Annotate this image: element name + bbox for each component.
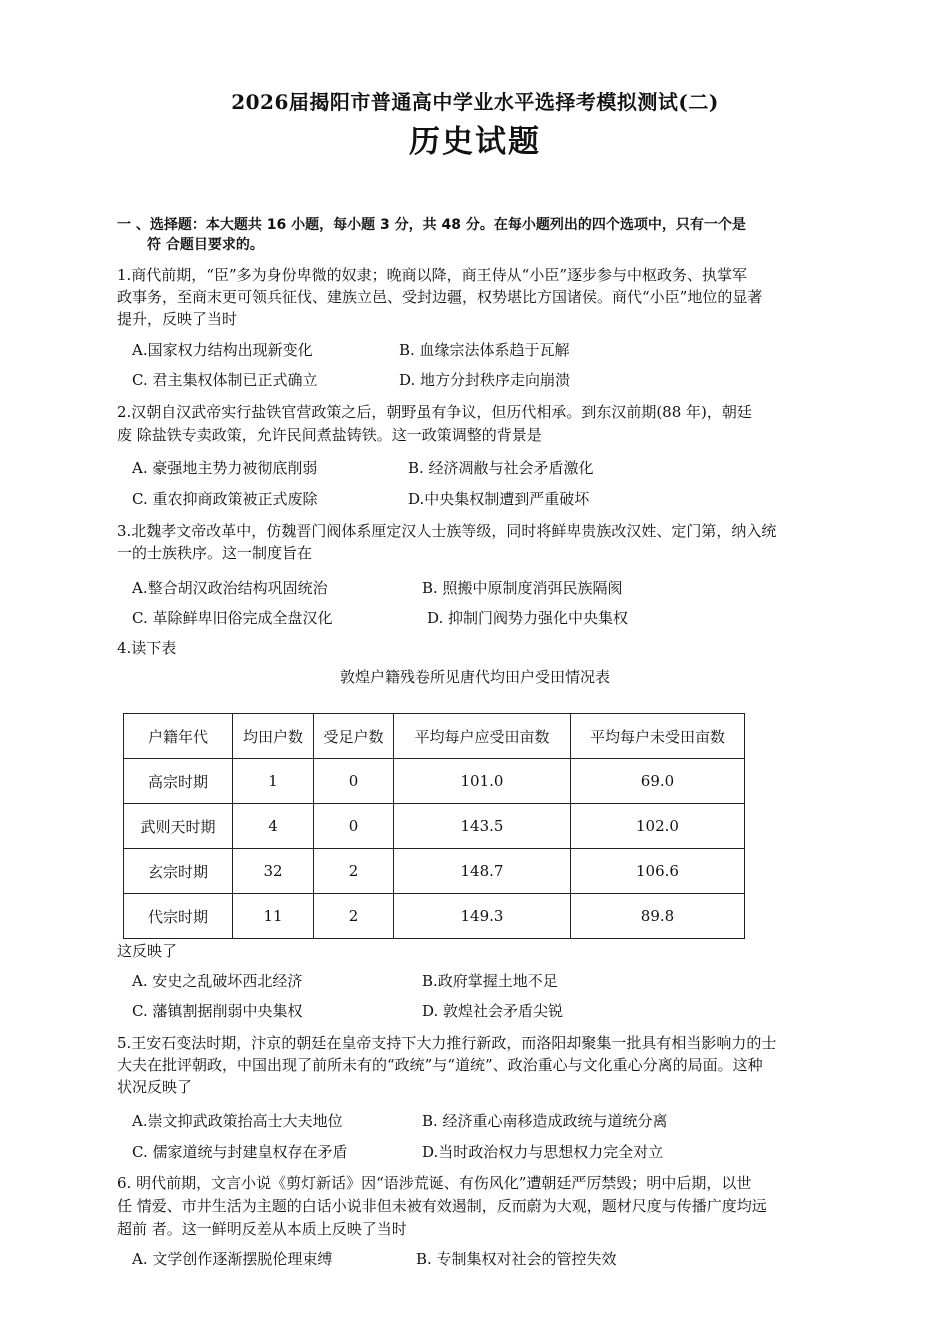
q3-option-b[interactable]: B. 照搬中原制度消弭民族隔阂: [422, 579, 623, 597]
q2-option-b[interactable]: B. 经济凋敝与社会矛盾激化: [408, 459, 594, 477]
q1-stem-line3: 提升，反映了当时: [117, 310, 238, 328]
q6-option-b[interactable]: B. 专制集权对社会的管控失效: [416, 1250, 617, 1268]
q2-stem-line1: 2.汉朝自汉武帝实行盐铁官营政策之后，朝野虽有争议，但历代相承。到东汉前期(88 年)，朝廷: [117, 403, 752, 421]
table-cell: 4: [233, 804, 314, 849]
table-cell: 高宗时期: [124, 759, 233, 804]
table-cell: 11: [233, 894, 314, 939]
q1-stem-line1: 1.商代前期，“臣”多为身份卑微的奴隶；晚商以降，商王侍从“小臣”逐步参与中枢政务、执掌军: [117, 266, 747, 284]
q5-option-d[interactable]: D.当时政治权力与思想权力完全对立: [422, 1143, 664, 1161]
table-header-cell: 平均每户未受田亩数: [571, 714, 745, 759]
table-cell: 69.0: [571, 759, 745, 804]
table-cell: 2: [314, 894, 394, 939]
q4-option-c[interactable]: C. 藩镇割据削弱中央集权: [132, 1002, 303, 1020]
q4-option-b[interactable]: B.政府掌握土地不足: [422, 972, 558, 990]
q2-stem-line2: 废 除盐铁专卖政策，允许民间煮盐铸铁。这一政策调整的背景是: [117, 426, 542, 444]
q6-option-a[interactable]: A. 文学创作逐渐摆脱伦理束缚: [132, 1250, 333, 1268]
table-header-cell: 平均每户应受田亩数: [394, 714, 571, 759]
q1-option-d[interactable]: D. 地方分封秩序走向崩溃: [399, 371, 571, 389]
table-header-row: [124, 714, 745, 759]
table-cell: 武则天时期: [124, 804, 233, 849]
q6-stem-line2: 任 情爱、市井生活为主题的白话小说非但未被有效遏制，反而蔚为大观，题材尺度与传播广度均远: [117, 1197, 767, 1215]
q2-option-c[interactable]: C. 重农抑商政策被正式废除: [132, 490, 318, 508]
q1-option-b[interactable]: B. 血缘宗法体系趋于瓦解: [399, 341, 570, 359]
table-cell: 代宗时期: [124, 894, 233, 939]
q6-stem-line3: 超前 者。这一鲜明反差从本质上反映了当时: [117, 1220, 407, 1238]
q3-option-a[interactable]: A.整合胡汉政治结构巩固统治: [132, 579, 328, 597]
q5-stem-line1: 5.王安石变法时期，汴京的朝廷在皇帝支持下大力推行新政，而洛阳却聚集一批具有相当影响力的士: [117, 1034, 777, 1052]
q2-option-a[interactable]: A. 豪强地主势力被彻底削弱: [132, 459, 318, 477]
land-allocation-table: [123, 713, 745, 939]
table-row: [124, 804, 745, 849]
table-caption: 敦煌户籍残卷所见唐代均田户受田情况表: [339, 668, 610, 686]
exam-title: 2026届揭阳市普通高中学业水平选择考模拟测试(二): [231, 90, 719, 114]
q5-stem-line3: 状况反映了: [117, 1078, 193, 1096]
section-instruction-line2: 符 合题目要求的。: [147, 237, 264, 253]
table-cell: 148.7: [394, 849, 571, 894]
section-instruction-line1: 一 、选择题：本大题共 16 小题，每小题 3 分，共 48 分。在每小题列出的四个选项中，只有一个是: [117, 217, 746, 233]
q2-option-d[interactable]: D.中央集权制遭到严重破坏: [408, 490, 590, 508]
table-cell: 102.0: [571, 804, 745, 849]
table-cell: 101.0: [394, 759, 571, 804]
table-header-cell: 户籍年代: [124, 714, 233, 759]
table-cell: 玄宗时期: [124, 849, 233, 894]
table-row: [124, 759, 745, 804]
table-cell: 89.8: [571, 894, 745, 939]
table-cell: 0: [314, 759, 394, 804]
table-header-cell: 受足户数: [314, 714, 394, 759]
table-row: [124, 894, 745, 939]
q3-option-d[interactable]: D. 抑制门阀势力强化中央集权: [427, 609, 629, 627]
q5-option-a[interactable]: A.崇文抑武政策抬高士大夫地位: [132, 1112, 343, 1130]
q4-option-d[interactable]: D. 敦煌社会矛盾尖锐: [422, 1002, 564, 1020]
subject-title: 历史试题: [409, 124, 541, 160]
table-cell: 149.3: [394, 894, 571, 939]
table-cell: 32: [233, 849, 314, 894]
q1-option-a[interactable]: A.国家权力结构出现新变化: [132, 341, 313, 359]
table-cell: 2: [314, 849, 394, 894]
q5-option-c[interactable]: C. 儒家道统与封建皇权存在矛盾: [132, 1143, 348, 1161]
q3-stem-line2: 一的士族秩序。这一制度旨在: [117, 544, 313, 562]
q1-stem-line2: 政事务，至商末更可领兵征伐、建族立邑、受封边疆，权势堪比方国诸侯。商代“小臣”地位的显著: [117, 288, 763, 306]
table-row: [124, 849, 745, 894]
table-cell: 106.6: [571, 849, 745, 894]
q4-option-a[interactable]: A. 安史之乱破坏西北经济: [132, 972, 303, 990]
q5-option-b[interactable]: B. 经济重心南移造成政统与道统分离: [422, 1112, 668, 1130]
q3-stem-line1: 3.北魏孝文帝改革中，仿魏晋门阀体系厘定汉人士族等级，同时将鲜卑贵族改汉姓、定门第，纳入统: [117, 522, 777, 540]
q1-option-c[interactable]: C. 君主集权体制已正式确立: [132, 371, 318, 389]
q4-stem-after-table: 这反映了: [117, 942, 178, 960]
q6-stem-line1: 6. 明代前期，文言小说《剪灯新话》因“语涉荒诞、有伤风化”遭朝廷严厉禁毁；明中后期，以世: [117, 1174, 752, 1192]
q5-stem-line2: 大夫在批评朝政，中国出现了前所未有的“政统”与“道统”、政治重心与文化重心分离的局面。这种: [117, 1056, 763, 1074]
q4-stem: 4.读下表: [117, 639, 177, 657]
q3-option-c[interactable]: C. 革除鲜卑旧俗完成全盘汉化: [132, 609, 333, 627]
table-header-cell: 均田户数: [233, 714, 314, 759]
table-cell: 1: [233, 759, 314, 804]
table-cell: 0: [314, 804, 394, 849]
table-cell: 143.5: [394, 804, 571, 849]
